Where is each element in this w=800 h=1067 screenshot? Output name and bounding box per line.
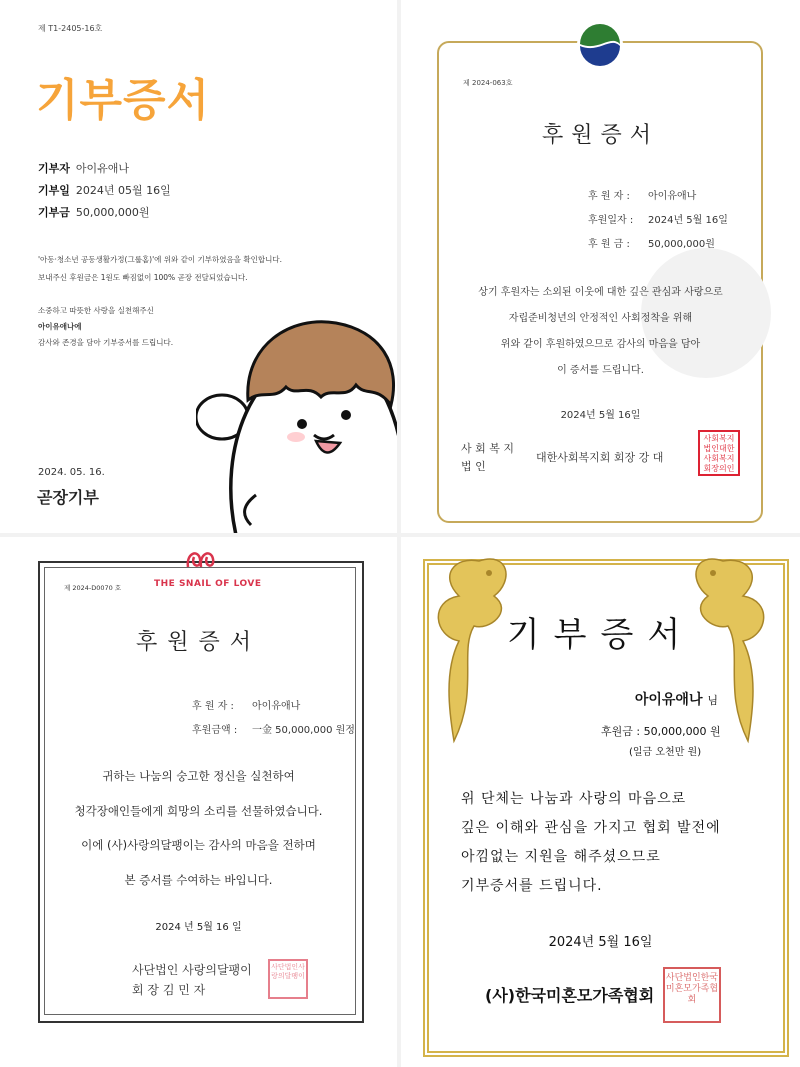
body-line: 기부증서를 드립니다.: [461, 878, 603, 894]
body-line: 이에 (사)사랑의달팽이는 감사의 마음을 전하며: [81, 838, 316, 852]
paragraph-line: '아동·청소년 공동생활가정(그룹홈)'에 위와 같이 기부하였음을 확인합니다.: [38, 255, 283, 264]
official-seal: 사회복지법인대한사회복지회장의인: [698, 430, 740, 476]
certificate-sponsorship-welfare: [401, 0, 800, 533]
org-signature: 대한사회복지회 회장 강 대: [536, 451, 664, 464]
body-line: 이 증서를 드립니다.: [557, 365, 644, 376]
brand-name: THE SNAIL OF LOVE: [154, 579, 262, 589]
body-line: 위 단체는 나눔과 사랑의 마음으로: [461, 791, 687, 807]
org-type: 사 회 복 지: [461, 442, 514, 455]
org-type: 법 인: [461, 460, 486, 473]
body-line: 상기 후원자는 소외된 이웃에 대한 깊은 관심과 사랑으로: [478, 287, 723, 298]
field-date: 기부일 2024년 05월 16일: [38, 184, 171, 197]
issue-date: 2024년 5월 16일: [560, 410, 641, 421]
body-line: 자립준비청년의 안정적인 사회정착을 위해: [508, 313, 693, 324]
paragraph-line: 보내주신 후원금은 1원도 빠짐없이 100% 곧장 전달되었습니다.: [38, 273, 248, 282]
field-label: 후 원 금 :: [588, 239, 630, 250]
field-label: 후원일자 :: [588, 215, 634, 226]
phoenix-left-icon: [419, 541, 519, 771]
org-signature: 사단법인 사랑의달팽이: [132, 963, 252, 977]
certificate-donation-singlemother: [401, 537, 800, 1067]
body-line: 아낌없는 지원을 해주셨으므로: [461, 849, 661, 865]
doc-number: 제 2024-063호: [463, 79, 513, 87]
field-label: 후 원 자 :: [588, 191, 630, 202]
issue-date: 2024년 5월 16일: [548, 935, 653, 950]
paragraph-line: 소중하고 따뜻한 사랑을 실천해주신: [38, 306, 154, 315]
donation-amount-korean: (일금 오천만 원): [629, 747, 702, 758]
doc-number: 제 T1-2405-16호: [38, 24, 103, 33]
organization-logo-icon: [577, 22, 623, 68]
org-signature: (사)한국미혼모가족협회: [485, 986, 655, 1005]
issue-date: 2024. 05. 16.: [38, 467, 105, 478]
body-line: 위와 같이 후원하였으므로 감사의 마음을 담아: [500, 339, 701, 350]
donation-amount: 후원금 : 50,000,000 원: [601, 725, 721, 738]
field-value: 아이유애나: [648, 191, 697, 202]
brand-name: 곧장기부: [37, 488, 99, 507]
official-seal: 사단법인한국미혼모가족협회: [663, 967, 721, 1023]
field-amount: 기부금 50,000,000원: [38, 206, 150, 219]
field-label: 후 원 자 :: [192, 701, 234, 712]
mascot-illustration: [196, 305, 397, 533]
paragraph-line: 아이유애나에: [38, 322, 82, 331]
body-line: 깊은 이해와 관심을 가지고 협회 발전에: [461, 820, 721, 836]
field-value: 50,000,000원: [648, 239, 715, 250]
doc-number: 제 2024-D0070 호: [64, 584, 122, 592]
president-signature: 회 장 김 민 자: [132, 983, 206, 997]
body-line: 청각장애인들에게 희망의 소리를 선물하였습니다.: [74, 804, 323, 818]
certificate-title: 후원증서: [135, 630, 261, 655]
field-value: 一金 50,000,000 원정: [252, 725, 355, 736]
body-line: 본 증서를 수여하는 바입니다.: [124, 873, 273, 887]
issue-date: 2024 년 5월 16 일: [155, 922, 242, 933]
official-seal: 사단법인사랑의달팽이: [268, 959, 308, 999]
recipient: 아이유애나 님: [634, 692, 718, 708]
certificate-sponsorship-snail: [0, 537, 397, 1067]
field-label: 후원금액 :: [192, 725, 238, 736]
field-donor: 기부자 아이유애나: [38, 162, 130, 175]
field-value: 아이유애나: [252, 701, 301, 712]
certificate-title: 후원증서: [541, 123, 659, 148]
certificate-donation-gotjang: [0, 0, 397, 533]
certificate-title: 기부증서: [506, 615, 695, 655]
paragraph-line: 감사와 존경을 담아 기부증서를 드립니다.: [38, 338, 174, 347]
certificate-title: 기부증서: [36, 75, 211, 126]
field-value: 2024년 5월 16일: [648, 215, 728, 226]
body-line: 귀하는 나눔의 숭고한 정신을 실천하여: [102, 769, 295, 783]
snail-logo-icon: [184, 545, 218, 571]
